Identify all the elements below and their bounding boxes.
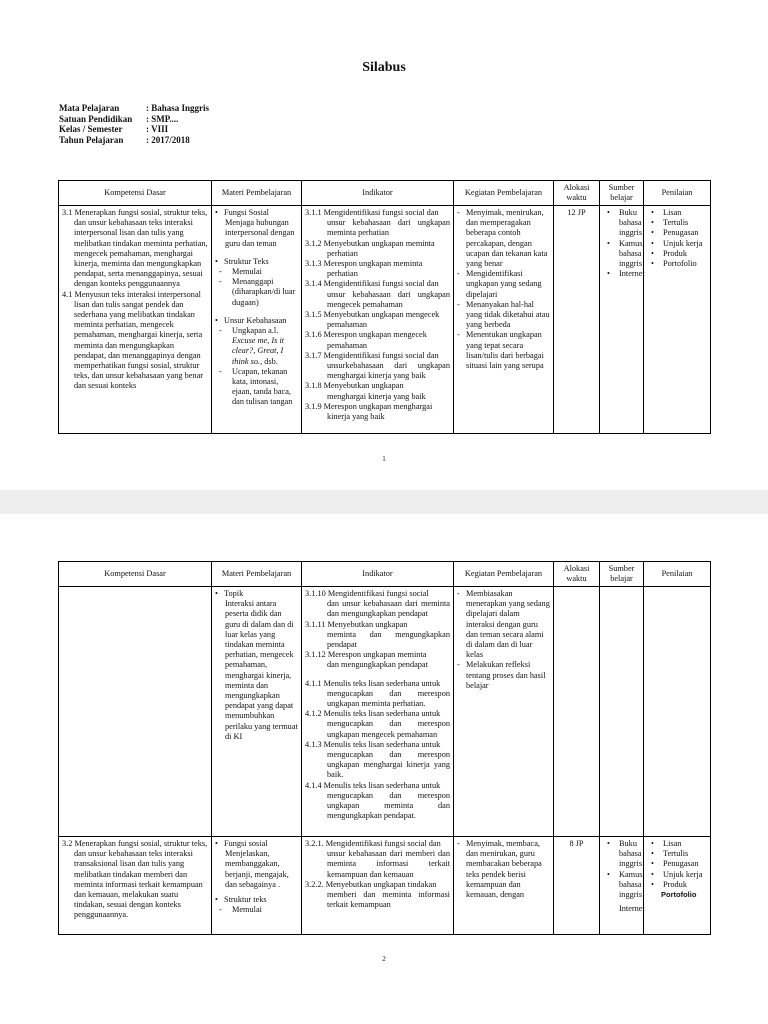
- header-indikator: Indikator: [302, 181, 454, 206]
- indikator-item: 4.1.3 Menulis teks lisan sederhana untuk mengucapkan dan merespon ungkapan menghargai kinerja yang baik.: [305, 739, 450, 780]
- table-header-row: [59, 181, 711, 206]
- materi-phrase: dsb.: [264, 356, 278, 366]
- header-materi: Materi Pembelajaran: [212, 562, 302, 587]
- materi-bullet: • Fungsi Sosial: [215, 208, 298, 218]
- materi-phrase: Ungkapan a.l.: [232, 326, 279, 336]
- header-kompetensi: Kompetensi Dasar: [59, 562, 212, 587]
- page-number: 2: [382, 955, 386, 963]
- meta-row: [59, 103, 209, 114]
- cell-indikator: [302, 837, 454, 935]
- table-row: [59, 206, 711, 434]
- indikator-item: 4.1.2 Menulis teks lisan sederhana untuk mengucapkan dan merespon ungkapan mengecek pemahaman: [305, 709, 450, 739]
- header-penilaian: Penilaian: [644, 562, 711, 587]
- header-sumber: Sumber belajar: [600, 562, 644, 587]
- kegiatan-item: - Menyimak, menirukan, dan memperagakan beberapa contoh percakapan, dengan ucapan dan tekanan kata yang benar: [457, 208, 550, 269]
- header-alokasi: Alokasi waktu: [554, 181, 600, 206]
- header-sumber: Sumber belajar: [600, 181, 644, 206]
- penilaian-item: • Tertulis: [647, 218, 707, 228]
- indikator-item: 3.1.4 Mengidentifikasi fungsi social dan unsur kebahasaan dari ungkapan mengecek pemahaman: [305, 279, 450, 309]
- kd-item: 4.1 Menyusun teks interaksi interpersonal lisan dan tulis sangat pendek dan sederhana yang melibatkan tindakan meminta perhatian, mengecek pemahaman, menghargai kinerja, serta meminta dan mengungkapkan pendapat, dan menanggapinya dengan memperhatikan fungsi sosial, struktur teks, dan unsur kebahasaan yang benar dan sesuai konteks: [62, 289, 204, 391]
- indikator-item: 4.1.1 Menulis teks lisan sederhana untuk mengucapkan dan merespon ungkapan meminta perhatian.: [305, 678, 450, 709]
- cell-sumber: [600, 837, 644, 935]
- materi-dash: - Ucapan, tekanan kata, intonasi, ejaan, tanda baca, dan tulisan tangan: [215, 367, 298, 408]
- cell-kegiatan: [454, 837, 554, 935]
- materi-bullet: • Struktur Teks: [215, 257, 298, 267]
- meta-row: [59, 124, 209, 135]
- materi-bullet: • Fungsi sosial: [215, 839, 298, 849]
- meta-key: Mata Pelajaran: [59, 103, 120, 113]
- indikator-item: 3.1.2 Menyebutkan ungkapan meminta perhatian: [305, 238, 435, 258]
- materi-dash: [215, 326, 298, 367]
- indikator-item: 3.1.11 Menyebutkan ungkapan meminta dan mengungkapkan pendapat: [305, 619, 450, 650]
- kegiatan-item: - Menyimak, membaca, dan menirukan, guru membacakan beberapa teks pendek berisi kemampuan dan kemauan, dengan: [457, 839, 550, 900]
- indikator-item: 3.1.10 Mengidentifikasi fungsi social dan unsur kebahasaan dari meminta dan mengungkapkan pendapat: [305, 589, 450, 619]
- indikator-item: 3.1.5 Menyebutkan ungkapan mengecek pemahaman: [305, 310, 440, 330]
- syllabus-table-1: [58, 180, 711, 434]
- cell-kegiatan: [454, 206, 554, 434]
- kegiatan-item: - Membiasakan menerapkan yang sedang dipelajari dalam interaksi dengan guru dan teman secara alami di dalam dan di luar kelas: [457, 589, 550, 660]
- materi-bullet: • Topik: [215, 589, 298, 599]
- penilaian-item-bold: Portofolio: [661, 890, 697, 900]
- header-materi: Materi Pembelajaran: [212, 181, 302, 206]
- meta-value: : 2017/2018: [146, 134, 190, 145]
- cell-indikator: [302, 206, 454, 434]
- header-alokasi: Alokasi waktu: [554, 562, 600, 587]
- penilaian-item: • Produk: [647, 249, 707, 259]
- cell-sumber: [600, 587, 644, 837]
- document-page-1: [0, 0, 768, 490]
- indikator-item: 3.1.7 Mengidentifikasi fungsi social dan unsurkebahasaan dari ungkapan menghargai kinerja yang baik: [305, 350, 450, 381]
- header-kegiatan: Kegiatan Pembelajaran: [454, 181, 554, 206]
- materi-dash: - Memulai: [215, 267, 298, 277]
- kd-item: 3.2 Menerapkan fungsi sosial, struktur teks, dan unsur kebahasaan teks interaksi transaksional lisan dan tulis yang melibatkan tindakan memberi dan meminta informasi terkait kemampuan dan kemauan, melakukan suatu tindakan, sesuai dengan konteks penggunaannya.: [62, 839, 208, 920]
- indikator-item: 4.1.4 Menulis teks lisan sederhana untuk mengucapkan dan merespon ungkapan meminta dan mengungkapkan pendapat.: [305, 780, 450, 821]
- header-penilaian: Penilaian: [644, 181, 711, 206]
- meta-value: : Bahasa Inggris: [146, 103, 210, 113]
- sumber-item: • Kamus bahasa inggris: [603, 239, 640, 270]
- materi-text: Interaksi antara peserta didik dan guru di dalam dan di luar kelas yang tindakan meminta perhatian, mengecek pemahaman, menghargai kinerja, meminta dan mengungkapkan pendapat yang dapat menumbuhkan perilaku yang termuat di KI: [225, 599, 298, 741]
- cell-materi: [212, 206, 302, 434]
- cell-kompetensi: [59, 587, 212, 837]
- sumber-item: • Buku bahasa inggris: [603, 208, 640, 239]
- materi-example: Excuse me, Is it clear?, Great, I think so.,: [232, 336, 285, 366]
- indikator-item: 3.1.6 Merespon ungkapan mengecek pemahaman: [305, 330, 427, 350]
- header-kompetensi: Kompetensi Dasar: [59, 181, 212, 206]
- cell-penilaian: [644, 587, 711, 837]
- indikator-item: 3.1.3 Merespon ungkapan meminta perhatian: [305, 259, 423, 279]
- meta-row: [59, 114, 209, 125]
- meta-key: Tahun Pelajaran: [59, 134, 124, 145]
- penilaian-item: • Lisan: [647, 839, 707, 849]
- sumber-item: • Internet: [603, 269, 640, 279]
- meta-value: : VIII: [146, 124, 169, 134]
- indikator-item: 3.1.12 Merespon ungkapan meminta dan mengungkapkan pendapat: [305, 650, 428, 670]
- meta-key: Kelas / Semester: [59, 124, 123, 134]
- cell-kompetensi: [59, 206, 212, 434]
- header-indikator: Indikator: [302, 562, 454, 587]
- penilaian-item: • Portofolio: [647, 259, 707, 269]
- meta-row: [59, 135, 209, 146]
- penilaian-item: • Produk: [647, 880, 707, 890]
- cell-sumber: [600, 206, 644, 434]
- meta-value: : SMP....: [146, 113, 179, 124]
- table-row: [59, 587, 711, 837]
- penilaian-item: • Tertulis: [647, 849, 707, 859]
- page-separator: [0, 490, 768, 514]
- cell-penilaian: [644, 837, 711, 935]
- sumber-item: • Kamus bahasa inggris: [603, 870, 640, 901]
- cell-materi: [212, 587, 302, 837]
- cell-alokasi: 8 JP: [554, 837, 600, 935]
- subject-info: [59, 103, 209, 145]
- kegiatan-item: - Menentukan ungkapan yang tepat secara lisan/tulis dari berbagai situasi lain yang serupa: [457, 330, 550, 371]
- kegiatan-item: - Mengidentifikasi ungkapan yang sedang dipelajari: [457, 269, 550, 300]
- materi-text: Menjelaskan, membanggakan, berjanji, mengajak, dan sebagainya .: [225, 849, 289, 889]
- materi-dash: - Memulai: [215, 905, 298, 915]
- penilaian-item: • Penugasan: [647, 859, 707, 869]
- cell-kompetensi: [59, 837, 212, 935]
- kegiatan-item: - Menanyakan hal-hal yang tidak diketahui atau yang berbeda: [457, 300, 550, 331]
- indikator-item: 3.1.1 Mengidentifikasi fungsi social dan unsur kebahasaan dari ungkapan meminta perhatian: [305, 208, 450, 238]
- indikator-item: 3.1.8 Menyebutkan ungkapan menghargai kinerja yang baik: [305, 381, 426, 401]
- cell-materi: [212, 837, 302, 935]
- materi-dash: - Menanggapi (diharapkan/di luar dugaan): [215, 277, 298, 308]
- cell-penilaian: [644, 206, 711, 434]
- page-title: Silabus: [362, 60, 406, 75]
- sumber-extra: Internet: [619, 904, 645, 914]
- kd-item: 3.1 Menerapkan fungsi sosial, struktur teks, dan unsur kebahasaan teks interaksi interpersonal lisan dan tulis yang melibatkan tindakan meminta perhatian, mengecek pemahaman, menghargai kinerja, meminta dan mengungkapkan pendapat, serta menanggapinya, sesuai dengan konteks penggunaannya: [62, 208, 208, 289]
- table-header-row: [59, 562, 711, 587]
- indikator-item: 3.2.2. Menyebutkan ungkapan tindakan memberi dan meminta informasi terkait kemampuan: [305, 879, 450, 910]
- cell-alokasi: [554, 587, 600, 837]
- materi-text: Menjaga hubungan interpersonal dengan guru dan teman: [225, 218, 295, 248]
- cell-kegiatan: [454, 587, 554, 837]
- kegiatan-item: - Melakukan refleksi tentang proses dan hasil belajar: [457, 660, 550, 691]
- penilaian-item: • Unjuk kerja: [647, 239, 707, 249]
- page-number: 1: [382, 455, 386, 463]
- cell-indikator: [302, 587, 454, 837]
- document-page-2: [0, 514, 768, 1024]
- table-row: [59, 837, 711, 935]
- indikator-item: 3.1.9 Merespon ungkapan menghargai kinerja yang baik: [305, 401, 433, 422]
- indikator-item: 3.2.1. Mengidentifikasi fungsi social dan unsur kebahasaan dari memberi dan meminta informasi terkait kemampuan dan kemauan: [305, 839, 450, 879]
- cell-alokasi: 12 JP: [554, 206, 600, 434]
- materi-bullet: • Struktur teks: [215, 895, 298, 905]
- penilaian-item: • Penugasan: [647, 228, 707, 238]
- meta-key: Satuan Pendidikan: [59, 113, 133, 124]
- materi-bullet: • Unsur Kebahasaan: [215, 316, 298, 326]
- sumber-item: • Buku bahasa inggris: [603, 839, 640, 870]
- penilaian-item: • Lisan: [647, 208, 707, 218]
- penilaian-item: • Unjuk kerja: [647, 870, 707, 880]
- syllabus-table-2: [58, 561, 711, 935]
- header-kegiatan: Kegiatan Pembelajaran: [454, 562, 554, 587]
